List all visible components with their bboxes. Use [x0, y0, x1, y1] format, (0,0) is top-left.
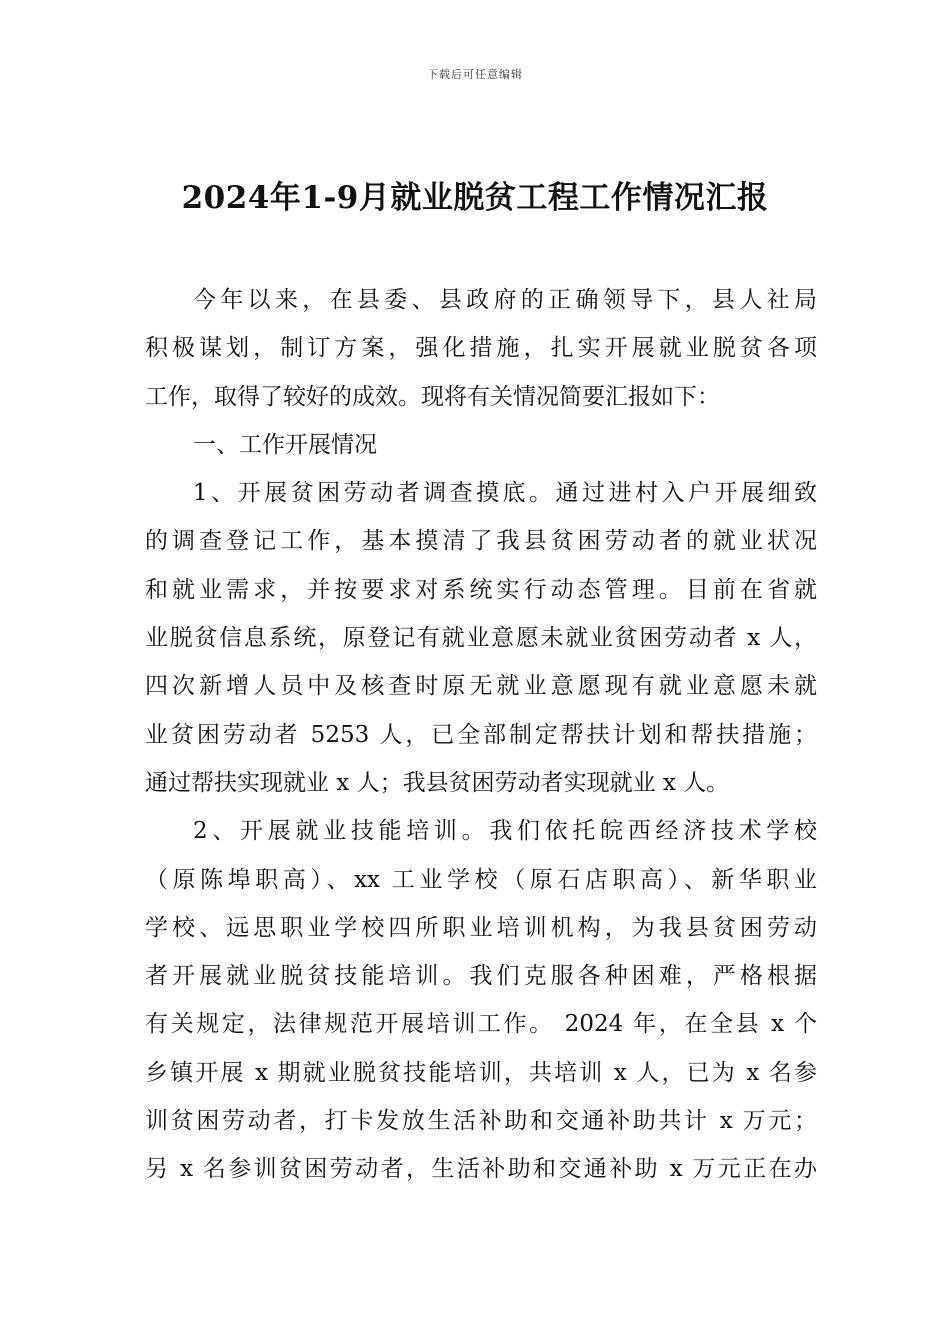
text-line: 业脱贫信息系统，原登记有就业意愿未就业贫困劳动者 x 人， [145, 625, 817, 652]
text-line: 有关规定，法律规范开展培训工作。 2024 年，在全县 x 个 [145, 1011, 817, 1038]
text-line: 四次新增人员中及核查时原无就业意愿现有就业意愿未就 [145, 673, 817, 700]
document-title: 2024年1-9月就业脱贫工程工作情况汇报 [181, 180, 769, 216]
text-line: 工作，取得了较好的成效。现将有关情况简要汇报如下： [145, 383, 720, 410]
text-line: 通过帮扶实现就业 x 人；我县贫困劳动者实现就业 x 人。 [145, 769, 730, 796]
text-line: 学校、远思职业学校四所职业培训机构，为我县贫困劳动 [145, 914, 817, 941]
text-line: 的调查登记工作，基本摸清了我县贫困劳动者的就业状况 [145, 528, 817, 555]
text-line: 和就业需求，并按要求对系统实行动态管理。目前在省就 [145, 576, 817, 603]
text-line: 一、工作开展情况 [193, 431, 377, 458]
text-line: 积极谋划，制订方案，强化措施，扎实开展就业脱贫各项 [145, 335, 817, 362]
text-line: 乡镇开展 x 期就业脱贫技能培训，共培训 x 人，已为 x 名参 [145, 1059, 817, 1086]
text-line: 今年以来，在县委、县政府的正确领导下，县人社局 [193, 287, 817, 313]
header-note: 下载后可任意编辑 [427, 68, 523, 81]
text-line: 者开展就业脱贫技能培训。我们克服各种困难，严格根据 [145, 963, 817, 990]
text-line: 训贫困劳动者，打卡发放生活补助和交通补助共计 x 万元； [145, 1108, 817, 1135]
text-line: 另 x 名参训贫困劳动者，生活补助和交通补助 x 万元正在办 [145, 1156, 817, 1183]
text-line: 业贫困劳动者 5253 人，已全部制定帮扶计划和帮扶措施； [145, 721, 817, 748]
document-body [145, 276, 817, 1194]
text-line: 1、开展贫困劳动者调查摸底。通过进村入户开展细致 [193, 480, 817, 507]
text-line: 2、开展就业技能培训。我们依托皖西经济技术学校 [193, 818, 817, 845]
text-line: （原陈埠职高）、xx 工业学校（原石店职高）、新华职业 [145, 866, 817, 893]
